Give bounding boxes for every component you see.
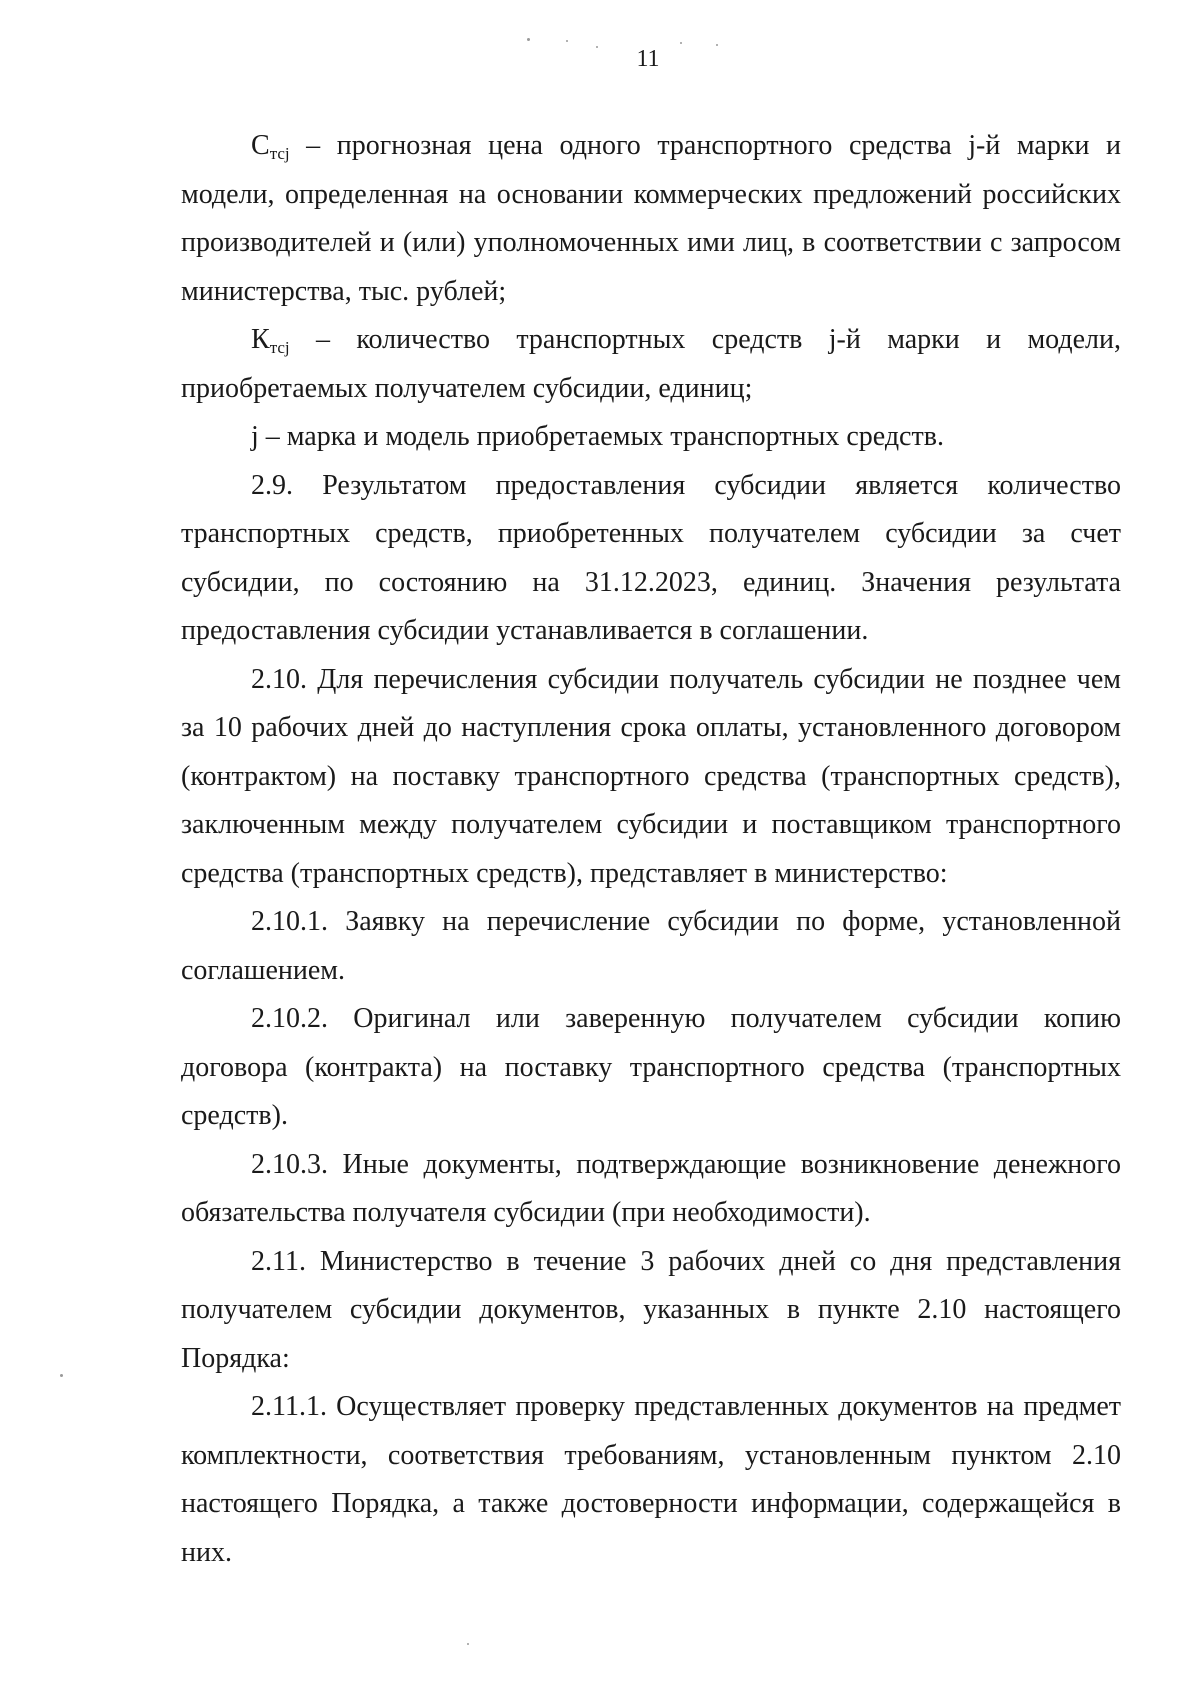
paragraph-2-10: 2.10. Для перечисления субсидии получатель субсидии не позднее чем за 10 рабочих дней до наступления срока оплаты, установленного договором (контрактом) на поставку транспортного средства (транспортных средств), заключенным между получателем субсидии и поставщиком транспортного средства (транспортных средств), представляет в министерство: <box>181 663 1121 889</box>
document-body <box>181 122 1121 1577</box>
paragraph-2-11-1: 2.11.1. Осуществляет проверку представленных документов на предмет комплектности, соответствия требованиям, установленным пунктом 2.10 настоящего Порядка, а также достоверности информации, содержащейся в них. <box>181 1391 1121 1568</box>
term-subscript: тсj <box>269 144 290 163</box>
scan-speck <box>467 1643 469 1645</box>
term-definition: – прогнозная цена одного транспортного средства j-й марки и модели, определенная на основании коммерческих предложений российских производителей и (или) уполномоченных ими лиц, в соответствии с запросом министерства, тыс. рублей; <box>181 130 1122 307</box>
scan-speck <box>527 38 530 41</box>
term-symbol: С <box>251 130 270 161</box>
paragraph-2-10-2: 2.10.2. Оригинал или заверенную получателем субсидии копию договора (контракта) на поставку транспортного средства (транспортных средств). <box>181 1003 1121 1131</box>
formula-term-price <box>181 122 1121 316</box>
scan-speck <box>566 40 568 42</box>
paragraph-2-10-3: 2.10.3. Иные документы, подтверждающие возникновение денежного обязательства получателя субсидии (при необходимости). <box>181 1148 1121 1228</box>
scan-speck <box>60 1374 63 1377</box>
term-definition: – количество транспортных средств j-й марки и модели, приобретаемых получателем субсидии, единиц; <box>181 324 1121 404</box>
paragraph-2-11: 2.11. Министерство в течение 3 рабочих дней со дня представления получателем субсидии документов, указанных в пункте 2.10 настоящего Порядка: <box>181 1245 1121 1374</box>
formula-term-quantity <box>181 316 1121 413</box>
scan-speck <box>716 44 718 46</box>
page-number: 11 <box>636 46 660 72</box>
scan-speck <box>596 46 598 48</box>
paragraph-2-9: 2.9. Результатом предоставления субсидии является количество транспортных средств, приобретенных получателем субсидии за счет субсидии, по состоянию на 31.12.2023, единиц. Значения результата предоставления субсидии устанавливается в соглашении. <box>181 469 1121 646</box>
scan-speck <box>680 42 682 44</box>
paragraph-j-definition: j – марка и модель приобретаемых транспортных средств. <box>251 421 944 452</box>
paragraph-2-10-1: 2.10.1. Заявку на перечисление субсидии по форме, установленной соглашением. <box>181 906 1121 986</box>
term-symbol: К <box>251 324 270 355</box>
term-subscript: тсj <box>269 338 290 357</box>
